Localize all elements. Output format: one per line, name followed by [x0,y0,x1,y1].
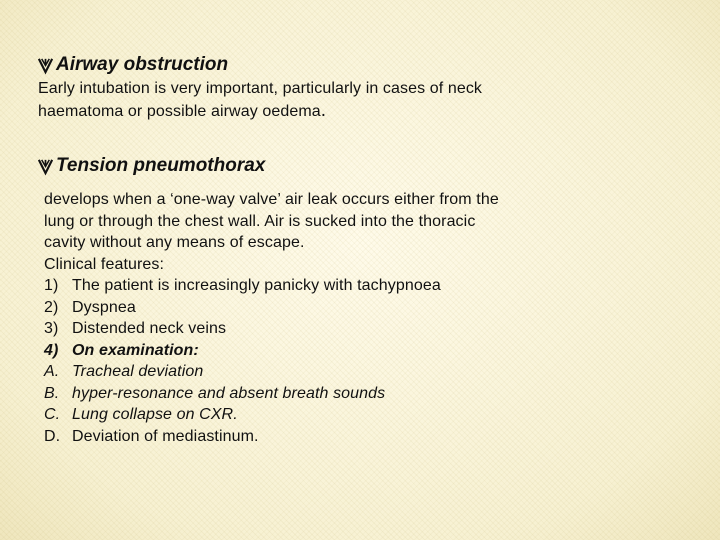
list-text: hyper-resonance and absent breath sounds [72,384,386,402]
description-line: lung or through the chest wall. Air is sucked into the thoracic [44,212,476,230]
description-line: develops when a ‘one-way valve’ air leak occurs either from the [44,191,499,208]
airway-paragraph [38,78,638,122]
list-item [44,361,664,383]
list-marker: 1) [44,277,59,294]
heading-airway-obstruction [36,54,228,76]
list-marker: B. [44,384,60,402]
clinical-features-label: Clinical features: [44,255,165,273]
paragraph-text: haematoma or possible airway oedema [38,102,321,120]
list-marker: 2) [44,298,59,316]
heading-tension-pneumothorax [36,155,265,177]
list-text: The patient is increasingly panicky with tachypnoea [72,277,441,294]
description-line: cavity without any means of escape. [44,234,305,251]
list-text: On examination: [72,341,199,359]
list-item [44,318,664,340]
list-item [44,383,664,405]
list-text: Lung collapse on CXR. [72,406,238,423]
diamond-bullet-icon [36,157,55,176]
tension-body [44,189,664,447]
list-marker: D. [44,427,61,445]
list-text: Tracheal deviation [72,363,204,380]
list-text: Dyspnea [72,298,136,316]
list-item [44,340,664,362]
list-marker: 4) [44,341,59,359]
list-marker: A. [44,363,60,380]
list-marker: C. [44,406,61,423]
list-text: Distended neck veins [72,320,227,337]
paragraph-line: Early intubation is very important, particularly in cases of neck [38,80,483,97]
list-marker: 3) [44,320,59,337]
list-item [44,426,664,448]
paragraph-period: . [320,99,327,121]
diamond-bullet-icon [36,56,55,75]
heading-text: Tension pneumothorax [56,155,266,176]
list-item [44,297,664,319]
list-item [44,404,664,426]
list-item [44,275,664,297]
heading-text: Airway obstruction [56,54,229,75]
paragraph-line [38,100,638,123]
list-text: Deviation of mediastinum. [72,427,259,445]
